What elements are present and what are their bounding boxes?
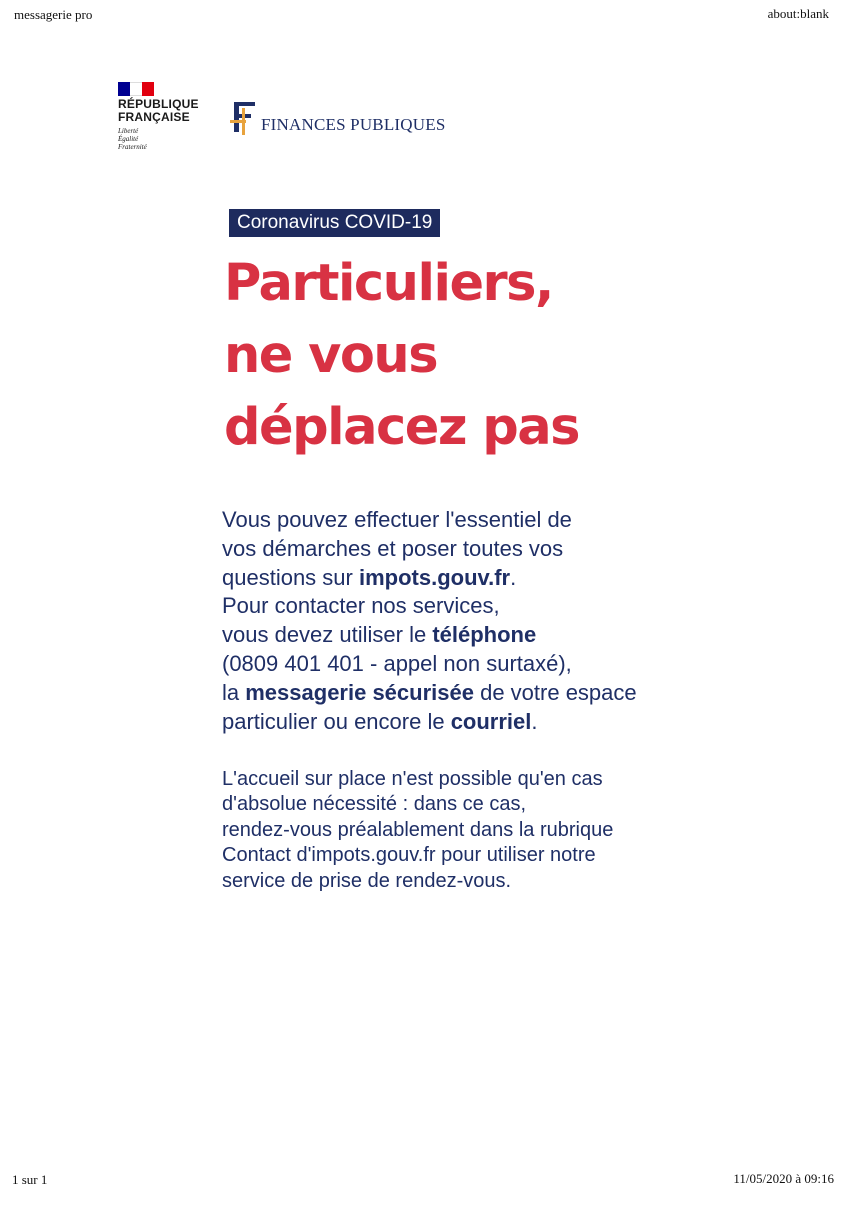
impots-link-text: impots.gouv.fr [358, 564, 511, 590]
para2-line-5: service de prise de rendez-vous. [222, 869, 512, 892]
courriel-text: courriel [450, 708, 532, 734]
republique-francaise-name: RÉPUBLIQUE FRANÇAISE [118, 97, 199, 124]
covid-badge: Coronavirus COVID-19 [229, 209, 440, 237]
secondary-paragraph [222, 767, 722, 894]
para1-line-3: questions sur impots.gouv.fr. [222, 564, 517, 590]
print-footer-page: 1 sur 1 [12, 1172, 48, 1187]
french-flag-icon [118, 82, 154, 96]
para1-line-1: Vous pouvez effectuer l'essentiel de [222, 507, 572, 532]
print-header-url: about:blank [767, 6, 829, 21]
headline-line-1: Particuliers, [224, 254, 553, 313]
headline-line-2: ne vous [224, 326, 438, 385]
para2-line-4: Contact d'impots.gouv.fr pour utiliser notre [222, 844, 596, 867]
republique-motto: Liberté Égalité Fraternité [118, 127, 147, 151]
messagerie-text: messagerie sécurisée [245, 679, 474, 705]
print-header-title: messagerie pro [14, 7, 93, 22]
para2-line-1: L'accueil sur place n'est possible qu'en cas [222, 768, 603, 790]
print-footer-datetime: 11/05/2020 à 09:16 [733, 1171, 834, 1186]
para1-line-7: la messagerie sécurisée de votre espace [222, 679, 637, 705]
republique-francaise-logo [118, 82, 214, 162]
para2-line-2: d'absolue nécessité : dans ce cas, [222, 793, 527, 816]
finances-publiques-logo [228, 98, 448, 138]
para1-line-4: Pour contacter nos services, [222, 593, 500, 619]
finances-publiques-text: FINANCES PUBLIQUES [261, 115, 446, 134]
telephone-text: téléphone [432, 622, 537, 648]
para1-line-8: particulier ou encore le courriel. [222, 708, 538, 734]
para1-line-6: (0809 401 401 - appel non surtaxé), [222, 650, 572, 676]
para2-line-3: rendez-vous préalablement dans la rubrique [222, 818, 614, 841]
para1-line-5: vous devez utiliser le téléphone [222, 622, 537, 648]
finances-publiques-f-icon [228, 98, 258, 136]
headline-line-3: déplacez pas [224, 398, 580, 457]
headline [224, 248, 664, 464]
main-paragraph [222, 506, 722, 736]
para1-line-2: vos démarches et poser toutes vos [222, 535, 564, 561]
